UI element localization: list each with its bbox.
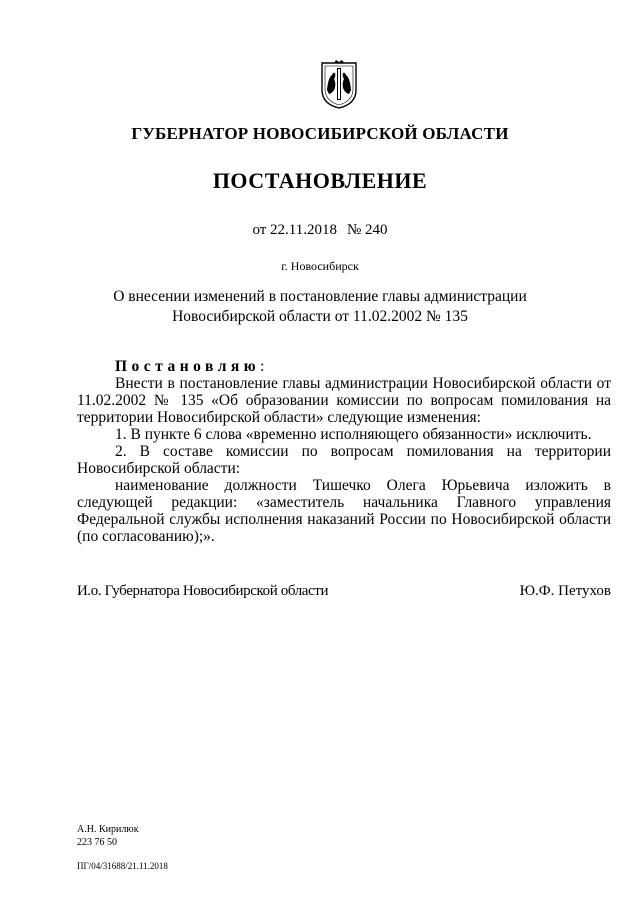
lead-colon: : xyxy=(260,358,265,375)
body-paragraph: Внести в постановление главы администрации Новосибирской области от 11.02.2002 № 135 «Об образовании комиссии по вопросам помилования на территории Новосибирской области» следующие изменения: xyxy=(77,375,611,426)
signatory-name: Ю.Ф. Петухов xyxy=(519,583,611,599)
document-title-line: Новосибирской области от 11.02.2002 № 135 xyxy=(172,308,468,325)
signature-block xyxy=(77,583,611,600)
lead-word: Постановляю xyxy=(115,358,261,375)
novosibirsk-coat-of-arms-icon xyxy=(319,60,359,110)
lead-paragraph xyxy=(77,358,611,375)
document-title xyxy=(0,287,640,327)
signatory-role: И.о. Губернатора Новосибирской области xyxy=(77,583,329,599)
executor-info xyxy=(77,823,139,849)
document-city: г. Новосибирск xyxy=(281,259,359,273)
executor-phone: 223 76 50 xyxy=(77,837,117,848)
document-type: ПОСТАНОВЛЕНИЕ xyxy=(212,168,428,193)
executor-name: А.Н. Кирилюк xyxy=(77,824,139,835)
document-date: от 22.11.2018 xyxy=(252,222,337,238)
body-paragraph: наименование должности Тишечко Олега Юрьевича изложить в следующей редакции: «заместитель начальника Главного управления Федеральной службы исполнения наказаний России по Новосибирской области (по согласованию);». xyxy=(77,477,611,545)
issuer-title: ГУБЕРНАТОР НОВОСИБИРСКОЙ ОБЛАСТИ xyxy=(131,124,509,143)
body-paragraph: 2. В составе комиссии по вопросам помилования на территории Новосибирской области: xyxy=(77,443,611,477)
document-date-number xyxy=(0,222,640,239)
body-paragraph: 1. В пункте 6 слова «временно исполняющего обязанности» исключить. xyxy=(115,426,592,443)
document-reference: ПГ/04/31688/21.11.2018 xyxy=(77,861,168,871)
document-title-line: О внесении изменений в постановление главы администрации xyxy=(113,288,527,305)
document-number: № 240 xyxy=(347,222,388,238)
document-body xyxy=(77,358,611,545)
